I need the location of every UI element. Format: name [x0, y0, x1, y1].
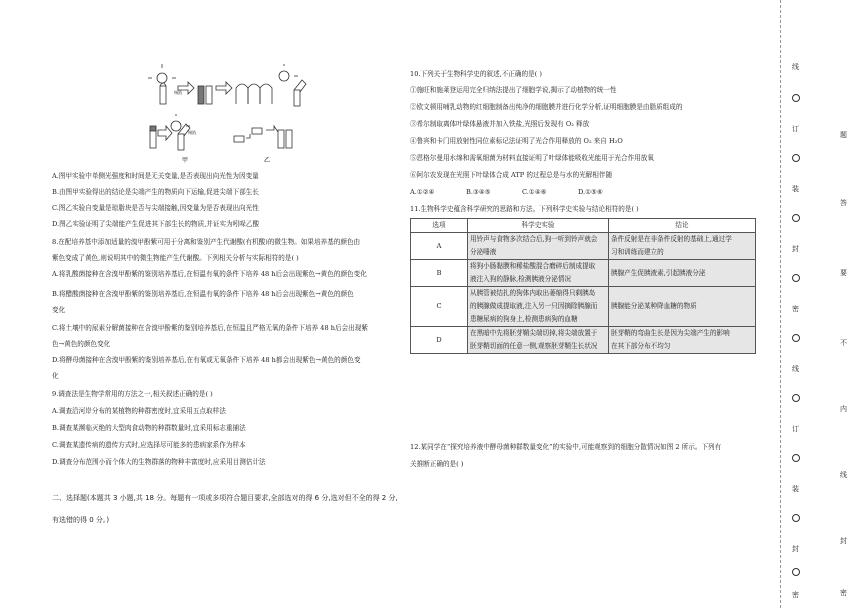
q12-stem-line2: 关推断正确的是( )	[410, 460, 464, 468]
notice-char: 线	[840, 471, 847, 479]
cell-line: 患糖尿病的狗身上,检测患病狗的血糖	[470, 315, 578, 323]
cell-line: 胚芽鞘切面的任意一侧,观察胚芽鞘生长状况	[470, 342, 598, 350]
q9-option-d: D.调查分布范围小而个体大的生物群落的物种丰富度时,应采用目测估计法	[52, 458, 266, 466]
notice-char: 密	[840, 589, 847, 597]
cell-line: 液注入狗的静脉,检测胰液分泌情况	[470, 275, 572, 283]
table-cell-conclusion	[609, 233, 756, 260]
q11-stem: 11.生物科学史蕴含科学研究的思路和方法。下列科学史实验与结论相符的是( )	[410, 205, 639, 213]
q7-option-d: D.图乙实验证明了尖端能产生促进其下部生长的物质,并证实为吲哚乙酸	[52, 220, 260, 228]
cell-line: 用铃声与食物多次结合后,狗一听到铃声就会	[470, 235, 598, 243]
notice-char: 题	[840, 131, 847, 139]
table-header-conclusion: 结论	[609, 219, 756, 233]
q10-stem: 10.下列关于生物科学史的叙述,不正确的是( )	[410, 70, 542, 78]
q10-item-6: ⑥阿尔农发现在光照下叶绿体合成 ATP 的过程总是与水的光解相伴随	[410, 171, 613, 179]
q11-table	[410, 218, 756, 354]
q10-item-4: ④鲁宾和卡门用放射性同位素标记法证明了光合作用释放的 O₂ 来自 H₂O	[410, 137, 623, 145]
figure-tag-foil-2: 锡箔	[188, 130, 196, 135]
seal-char: 密	[792, 305, 799, 313]
q8-option-d: D.将酵母菌接种在含溴甲酚紫的鉴别培养基后,在有氧或无氧条件下培养 48 h都会出现紫色→黄色的颜色变	[52, 356, 361, 364]
cell-line: 胰腺能分泌某种降血糖的物质	[611, 302, 697, 310]
q9-option-c: C.调查某遗传病的遗传方式时,应选择尽可能多的患病家系作为样本	[52, 441, 246, 449]
q7-option-a: A.图甲实验中单侧光强度和时间是无关变量,是否表现出向光性为因变量	[52, 172, 259, 180]
seal-char: 封	[792, 545, 799, 553]
cell-line: 在其下部分布不均匀	[611, 342, 671, 350]
table-row	[411, 260, 756, 287]
seal-char: 装	[792, 485, 799, 493]
table-row	[411, 287, 756, 327]
table-header-row	[411, 219, 756, 233]
q8-option-d-cont: 化	[52, 372, 59, 380]
notice-char: 不	[840, 339, 847, 347]
section2-heading: 二、选择题(本题共 3 小题,共 18 分。每题有一项或多项符合题目要求,全部选对的得 6 分,选对但不全的得 2 分,	[52, 494, 398, 502]
q7-option-c: C.图乙实验自变量是琼脂块是否与尖端接触,因变量为是否表现出向光性	[52, 204, 259, 212]
q8-option-a: A.将乳酸菌接种在含溴甲酚紫的鉴别培养基后,在恒温有氧的条件下培养 48 h后会出现紫色→黄色的颜色变化	[52, 270, 367, 278]
q8-option-b-cont: 变化	[52, 306, 66, 314]
seal-circle	[792, 334, 800, 342]
cell-line: 从胰管被结扎的狗体内取出萎缩得只剩胰岛	[470, 289, 596, 297]
seal-circle	[792, 94, 800, 102]
notice-char: 要	[840, 269, 847, 277]
seal-line	[780, 0, 781, 608]
table-cell-conclusion	[609, 327, 756, 354]
q8-stem-line2: 紫色变成了黄色,则说明其中的微生物能产生代谢酸。下列相关分析与实际相符的是( )	[52, 254, 299, 262]
table-row	[411, 233, 756, 260]
cell-line: 的胰腺做成提取液,注入另一只因摘除胰腺而	[470, 302, 598, 310]
seal-circle	[792, 568, 800, 576]
seal-char: 线	[792, 365, 799, 373]
q8-option-c: C.将土壤中的尿素分解菌接种在含溴甲酚紫的鉴别培养基后,在恒温且严格无氧的条件下培养 48 h后会出现紫	[52, 324, 368, 332]
table-cell-conclusion	[609, 260, 756, 287]
seal-circle	[792, 274, 800, 282]
q10-choice-c: C.①④⑥	[522, 188, 547, 196]
seal-char: 密	[792, 591, 799, 599]
figure-label-jia: 甲	[182, 157, 189, 164]
q7-option-b: B.由图甲实验得出的结论是尖端产生的物质向下运输,促进尖端下部生长	[52, 188, 259, 196]
q9-option-b: B.调查某濒临灭绝的大型肉食动物的种群数量时,宜采用标志重捕法	[52, 424, 246, 432]
notice-char: 封	[840, 537, 847, 545]
q12-stem-line1: 12.某同学在“探究培养液中酵母菌种群数量变化”的实验中,可能观察到的细胞分散情况如图 2 所示。下列有	[410, 443, 722, 451]
notice-char: 内	[840, 405, 847, 413]
cell-line: 胚芽鞘的弯曲生长是因为尖端产生的影响	[611, 329, 730, 337]
table-cell-experiment	[468, 287, 609, 327]
table-header-experiment: 科学史实验	[468, 219, 609, 233]
table-cell-option: A	[411, 233, 468, 260]
q10-choice-b: B.③④⑤	[466, 188, 491, 196]
q8-stem-line1: 8.在配培养基中添加适量的溴甲酚紫可用于分离和鉴别产生代谢酸(有机酸)的微生物。如果培养基的颜色由	[52, 238, 361, 246]
table-cell-experiment	[468, 233, 609, 260]
cell-line: 分泌唾液	[470, 248, 497, 256]
q10-choice-a: A.①②④	[410, 188, 435, 196]
table-cell-experiment	[468, 327, 609, 354]
section2-heading-cont: 有选错的得 0 分。)	[52, 516, 110, 524]
table-cell-conclusion	[609, 287, 756, 327]
seal-char: 线	[792, 63, 799, 71]
seal-circle	[792, 454, 800, 462]
figure-tag-foil-1: 锡箔	[174, 90, 182, 95]
cell-line: 在黑暗中先将胚芽鞘尖端切掉,将尖端放置于	[470, 329, 598, 337]
seal-char: 订	[792, 125, 799, 133]
seal-char: 封	[792, 245, 799, 253]
q10-item-2: ②欧文顿用哺乳动物的红细胞制备出纯净的细胞膜并进行化学分析,证明细胞膜是由脂质组成的	[410, 103, 683, 111]
experiment-figure-drawing	[148, 64, 318, 168]
seal-circle	[792, 394, 800, 402]
seal-circle	[792, 514, 800, 522]
q9-stem: 9.调查法是生物学常用的方法之一,相关叙述正确的是( )	[52, 390, 213, 398]
table-cell-option: B	[411, 260, 468, 287]
seal-char: 订	[792, 425, 799, 433]
q8-option-b: B.将醋酸菌接种在含溴甲酚紫的鉴别培养基后,在恒温有氧的条件下培养 48 h后会出现紫色→黄色的颜色	[52, 290, 354, 298]
seal-char: 装	[792, 185, 799, 193]
cell-line: 习和训练而建立的	[611, 248, 664, 256]
cell-line: 将狗小肠黏膜和稀盐酸混合磨碎后制成提取	[470, 262, 596, 270]
table-header-option: 选项	[411, 219, 468, 233]
figure-label-yi: 乙	[264, 157, 271, 164]
q10-item-5: ⑤恩格尔曼用水绵和需氧细菌为材料直接证明了叶绿体能吸收光能用于光合作用放氧	[410, 154, 654, 162]
seal-circle	[792, 154, 800, 162]
q10-item-1: ①施旺和施莱登运用完全归纳法提出了细胞学说,揭示了动植物的统一性	[410, 86, 617, 94]
table-row	[411, 327, 756, 354]
q10-item-3: ③希尔制取离体叶绿体悬液并加入铁盐,光照后发现有 O₂ 释放	[410, 120, 590, 128]
table-cell-option: D	[411, 327, 468, 354]
q8-option-c-cont: 色→黄色的颜色变化	[52, 340, 111, 348]
q10-choice-d: D.①⑤⑥	[578, 188, 603, 196]
table-cell-option: C	[411, 287, 468, 327]
experiment-figure	[148, 64, 318, 168]
q9-option-a: A.调查沿河岸分布的某植物的种群密度时,宜采用五点取样法	[52, 407, 226, 415]
seal-circle	[792, 214, 800, 222]
cell-line: 条件反射是在非条件反射的基础上,通过学	[611, 235, 732, 243]
notice-char: 答	[840, 199, 847, 207]
table-cell-experiment	[468, 260, 609, 287]
cell-line: 胰腺产生促胰液素,引起胰液分泌	[611, 268, 706, 277]
